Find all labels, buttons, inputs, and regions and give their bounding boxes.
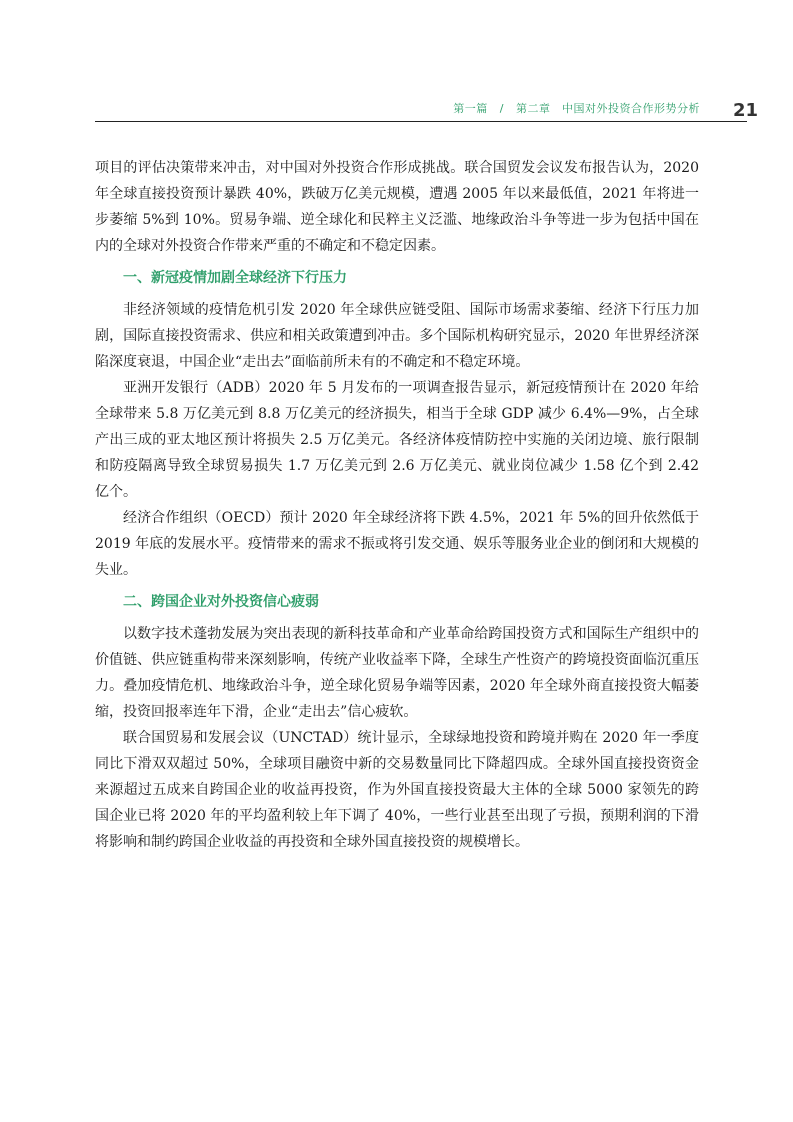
page-number: 21	[732, 100, 758, 121]
page-body	[95, 155, 699, 855]
section-heading-2: 二、跨国企业对外投资信心疲弱	[123, 594, 319, 610]
section-heading-1: 一、新冠疫情加剧全球经济下行压力	[123, 270, 347, 286]
header-rule	[95, 121, 747, 122]
section-1-paragraph-3: 经济合作组织（OECD）预计 2020 年全球经济将下跌 4.5%，2021 年 5%的回升依然低于 2019 年底的发展水平。疫情带来的需求不振或将引发交通、娱乐等服务业企业的倒闭和大规模的失业。	[95, 510, 699, 578]
section-1-paragraph-1: 非经济领域的疫情危机引发 2020 年全球供应链受阻、国际市场需求萎缩、经济下行压力加剧，国际直接投资需求、供应和相关政策遭到冲击。多个国际机构研究显示，2020 年世界经济深陷深度衰退，中国企业“走出去”面临前所未有的不确定和不稳定环境。	[95, 302, 699, 370]
section-2-paragraph-2: 联合国贸易和发展会议（UNCTAD）统计显示，全球绿地投资和跨境并购在 2020 年一季度同比下滑双双超过 50%，全球项目融资中新的交易数量同比下降超四成。全球外国直接投资资金来源超过五成来自跨国企业的收益再投资，作为外国直接投资最大主体的全球 5000 家领先的跨国企业已将 2020 年的平均盈利较上年下调了 40%，一些行业甚至出现了亏损，预期利润的下滑将影响和制约跨国企业收益的再投资和全球外国直接投资的规模增长。	[95, 730, 699, 850]
intro-paragraph: 项目的评估决策带来冲击，对中国对外投资合作形成挑战。联合国贸发会议发布报告认为，2020 年全球直接投资预计暴跌 40%，跌破万亿美元规模，遭遇 2005 年以来最低值，2021 年将进一步萎缩 5%到 10%。贸易争端、逆全球化和民粹主义泛滥、地缘政治斗争等进一步为包括中国在内的全球对外投资合作带来严重的不确定和不稳定因素。	[95, 160, 699, 254]
header-separator: /	[499, 102, 504, 115]
header-part: 第一篇	[453, 102, 488, 115]
header-chapter: 第二章 中国对外投资合作形势分析	[516, 102, 700, 115]
running-header	[95, 98, 700, 120]
section-2-paragraph-1: 以数字技术蓬勃发展为突出表现的新科技革命和产业革命给跨国投资方式和国际生产组织中的价值链、供应链重构带来深刻影响，传统产业收益率下降，全球生产性资产的跨境投资面临沉重压力。叠加疫情危机、地缘政治斗争，逆全球化贸易争端等因素，2020 年全球外商直接投资大幅萎缩，投资回报率连年下滑，企业“走出去”信心疲软。	[95, 626, 699, 720]
section-1-paragraph-2: 亚洲开发银行（ADB）2020 年 5 月发布的一项调查报告显示，新冠疫情预计在 2020 年给全球带来 5.8 万亿美元到 8.8 万亿美元的经济损失，相当于全球 GDP 减少 6.4%—9%，占全球产出三成的亚太地区预计将损失 2.5 万亿美元。各经济体疫情防控中实施的关闭边境、旅行限制和防疫隔离导致全球贸易损失 1.7 万亿美元到 2.6 万亿美元、就业岗位减少 1.58 亿个到 2.42 亿个。	[95, 380, 699, 500]
